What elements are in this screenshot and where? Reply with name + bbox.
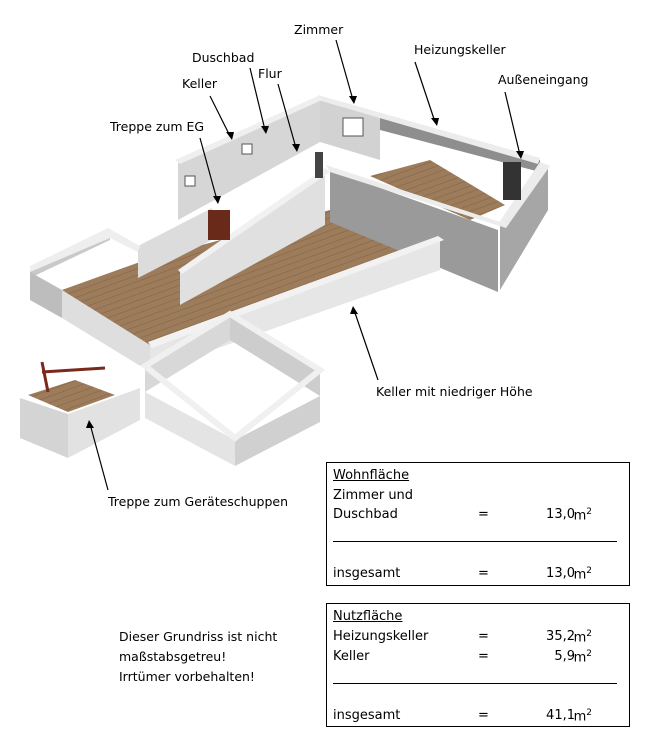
nutzflaeche-eq2: =: [478, 649, 489, 664]
arrowhead-heizungskeller: [431, 118, 439, 126]
arrowhead-keller-niedrig: [350, 306, 358, 314]
label-duschbad: Duschbad: [192, 50, 255, 65]
window-keller: [185, 176, 195, 186]
label-heizungskeller: Heizungskeller: [414, 42, 506, 57]
nutzflaeche-row1: [333, 629, 629, 647]
nutzflaeche-unit2: $m^2$: [573, 649, 592, 666]
label-keller-niedrig: Keller mit niedriger Höhe: [376, 384, 533, 399]
treppe-eg-stairs: [208, 210, 230, 240]
leader-zimmer: [336, 40, 353, 100]
nutzflaeche-unit1: $m^2$: [573, 629, 592, 646]
stair-railing: [42, 368, 105, 372]
disclaimer-note: [119, 627, 277, 687]
label-flur: Flur: [258, 66, 282, 81]
nutzflaeche-row1-label: Heizungskeller: [333, 629, 429, 644]
wohnflaeche-line1a: Zimmer und: [333, 488, 414, 503]
note-line1: Dieser Grundriss ist nicht: [119, 629, 278, 644]
wohnflaeche-row-line2: [333, 507, 629, 525]
door-aussen: [503, 162, 521, 200]
wohnflaeche-value1: 13,0: [546, 507, 575, 522]
nutzflaeche-total-label: insgesamt: [333, 708, 401, 723]
door-flur: [315, 152, 323, 178]
wohnflaeche-unit-total: $m^2$: [573, 566, 592, 583]
wohnflaeche-box: [326, 462, 630, 586]
wohnflaeche-separator: [333, 541, 617, 542]
leader-keller: [210, 96, 230, 136]
leader-aussen: [505, 92, 520, 155]
wohnflaeche-row-total: [333, 566, 629, 584]
label-treppe-eg: Treppe zum EG: [110, 119, 205, 134]
nutzflaeche-total-value: 41,1: [546, 708, 575, 723]
nutzflaeche-row2-label: Keller: [333, 649, 370, 664]
leader-heizungskeller: [415, 62, 435, 122]
nutzflaeche-row2: [333, 649, 629, 667]
arrowhead-zimmer: [349, 96, 357, 104]
nutzflaeche-title: Nutzfläche: [333, 609, 403, 624]
note-line2: maßstabsgetreu!: [119, 649, 227, 664]
label-treppe-geraete: Treppe zum Geräteschuppen: [108, 494, 288, 509]
nutzflaeche-box: [326, 603, 630, 727]
note-line3: Irrtümer vorbehalten!: [119, 669, 255, 684]
nutzflaeche-row1-value: 35,2: [546, 629, 575, 644]
window-duschbad: [242, 144, 252, 154]
wohnflaeche-unit1: $m^2$: [573, 507, 592, 524]
wohnflaeche-total-value: 13,0: [546, 566, 575, 581]
nutzflaeche-row-total: [333, 708, 629, 726]
label-zimmer: Zimmer: [294, 22, 344, 37]
nutzflaeche-separator: [333, 683, 617, 684]
nutzflaeche-row2-value: 5,9: [554, 649, 575, 664]
wohnflaeche-title: Wohnfläche: [333, 468, 410, 483]
wohnflaeche-eq1: =: [478, 507, 489, 522]
wohnflaeche-row-line1: [333, 488, 629, 506]
wohnflaeche-line1b: Duschbad: [333, 507, 398, 522]
label-aussen: Außeneingang: [498, 72, 589, 87]
nutzflaeche-eq1: =: [478, 629, 489, 644]
label-keller: Keller: [182, 76, 218, 91]
leader-keller-niedrig: [354, 310, 378, 380]
wall-left-outer-side: [30, 272, 62, 318]
window-zimmer: [343, 118, 363, 136]
nutzflaeche-unit-total: $m^2$: [573, 708, 592, 725]
wohnflaeche-total-label: insgesamt: [333, 566, 401, 581]
stair-railing-post: [42, 362, 48, 392]
nutzflaeche-eq-total: =: [478, 708, 489, 723]
wohnflaeche-eq-total: =: [478, 566, 489, 581]
